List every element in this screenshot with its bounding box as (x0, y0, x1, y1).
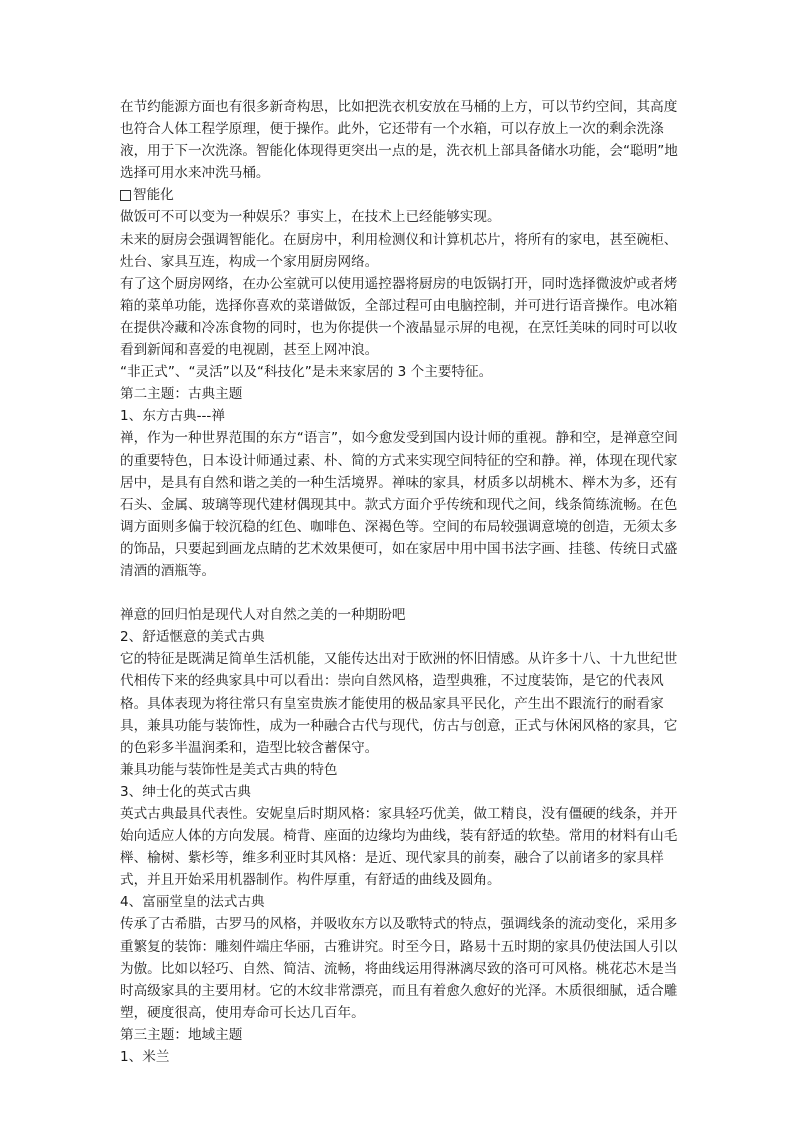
heading-third-theme: 第三主题：地域主题 (120, 1026, 243, 1043)
paragraph-three-features: “非正式”、“灵活”以及“科技化”是未来家居的 3 个主要特征。 (120, 364, 493, 381)
paragraph-american-classic: 它的特征是既满足简单生活机能，又能传达出对于欧洲的怀旧情感。从许多十八、十九世纪世代相传下来的经典家具中可以看出：崇向自然风格，造型典雅，不过度装饰，是它的代表风格。具体表现为将往常只有皇室贵族才能使用的极品家具平民化，产生出不跟流行的耐看家具，兼具功能与装饰性，成为一种融合古代与现代，仿古与创意，正式与休闲风格的家具，它的色彩多半温润柔和，造型比较含蓄保守。 (120, 651, 678, 756)
document-page (120, 96, 680, 1068)
heading-milan: 1、米兰 (120, 1049, 170, 1066)
paragraph-english-classic: 英式古典最具代表性。安妮皇后时期风格：家具轻巧优美，做工精良，没有僵硬的线条，并开始向适应人体的方向发展。椅背、座面的边缘均为曲线，装有舒适的软垫。常用的材料有山毛榉、榆树、紫杉等，维多利亚时其风格：是近、现代家具的前奏，融合了以前诸多的家具样式，并且开始采用机器制作。构件厚重，有舒适的曲线及圆角。 (120, 806, 678, 889)
heading-second-theme: 第二主题：古典主题 (120, 386, 243, 403)
heading-oriental-zen: 1、东方古典---禅 (120, 408, 225, 425)
checkbox-icon (120, 190, 131, 201)
paragraph-washing-machine: 在节约能源方面也有很多新奇构思，比如把洗衣机安放在马桶的上方，可以节约空间，其高度也符合人体工程学原理，便于操作。此外，它还带有一个水箱，可以存放上一次的剩余洗涤液，用于下一次洗涤。智能化体现得更突出一点的是，洗衣机上部具备储水功能，会“聪明”地选择可用水来冲洗马桶。 (120, 99, 678, 182)
paragraph-kitchen-intelligent: 未来的厨房会强调智能化。在厨房中，利用检测仪和计算机芯片，将所有的家电，甚至碗柜、灶台、家具互连，构成一个家用厨房网络。 (120, 231, 678, 270)
heading-french-classic: 4、富丽堂皇的法式古典 (120, 894, 265, 911)
blank-line (120, 582, 680, 604)
section-heading-intelligent (120, 184, 680, 206)
heading-english-classic: 3、绅士化的英式古典 (120, 783, 251, 800)
paragraph-zen-return: 禅意的回归怕是现代人对自然之美的一种期盼吧 (120, 607, 406, 624)
paragraph-american-feature: 兼具功能与装饰性是美式古典的特色 (120, 761, 338, 778)
section-heading-text: 智能化 (133, 187, 174, 204)
paragraph-french-classic: 传承了古希腊，古罗马的风格，并吸收东方以及歌特式的特点，强调线条的流动变化，采用多重繁复的装饰：雕刻件端庄华丽，古雅讲究。时至今日，路易十五时期的家具仍使法国人引以为傲。比如以轻巧、自然、简洁、流畅，将曲线运用得淋漓尽致的洛可可风格。桃花芯木是当时高级家具的主要用材。它的木纹非常漂亮，而且有着愈久愈好的光泽。木质很细腻，适合雕塑，硬度很高，使用寿命可长达几百年。 (120, 916, 678, 1021)
paragraph-kitchen-network: 有了这个厨房网络，在办公室就可以使用遥控器将厨房的电饭锅打开，同时选择微波炉或者烤箱的菜单功能，选择你喜欢的菜谱做饭，全部过程可由电脑控制，并可进行语音操作。电冰箱在提供冷藏和冷冻食物的同时，也为你提供一个液晶显示屏的电视，在烹饪美味的同时可以收看到新闻和喜爱的电视剧，甚至上网冲浪。 (120, 275, 678, 359)
paragraph-zen: 禅，作为一种世界范围的东方“语言”，如今愈发受到国内设计师的重视。静和空，是禅意空间的重要特色，日本设计师通过素、朴、简的方式来实现空间特征的空和静。禅，体现在现代家居中，是具有自然和谐之美的一种生活境界。禅味的家具，材质多以胡桃木、榉木为多，还有石头、金属、玻璃等现代建材偶现其中。款式方面介乎传统和现代之间，线条简练流畅。在色调方面则多偏于较沉稳的红色、咖啡色、深褐色等。空间的布局较强调意境的创造，无须太多的饰品，只要起到画龙点睛的艺术效果便可，如在家居中用中国书法字画、挂毯、传统日式盛清酒的酒瓶等。 (120, 430, 678, 579)
paragraph-cooking: 做饭可不可以变为一种娱乐？事实上，在技术上已经能够实现。 (120, 209, 501, 226)
heading-american-classic: 2、舒适惬意的美式古典 (120, 629, 265, 646)
